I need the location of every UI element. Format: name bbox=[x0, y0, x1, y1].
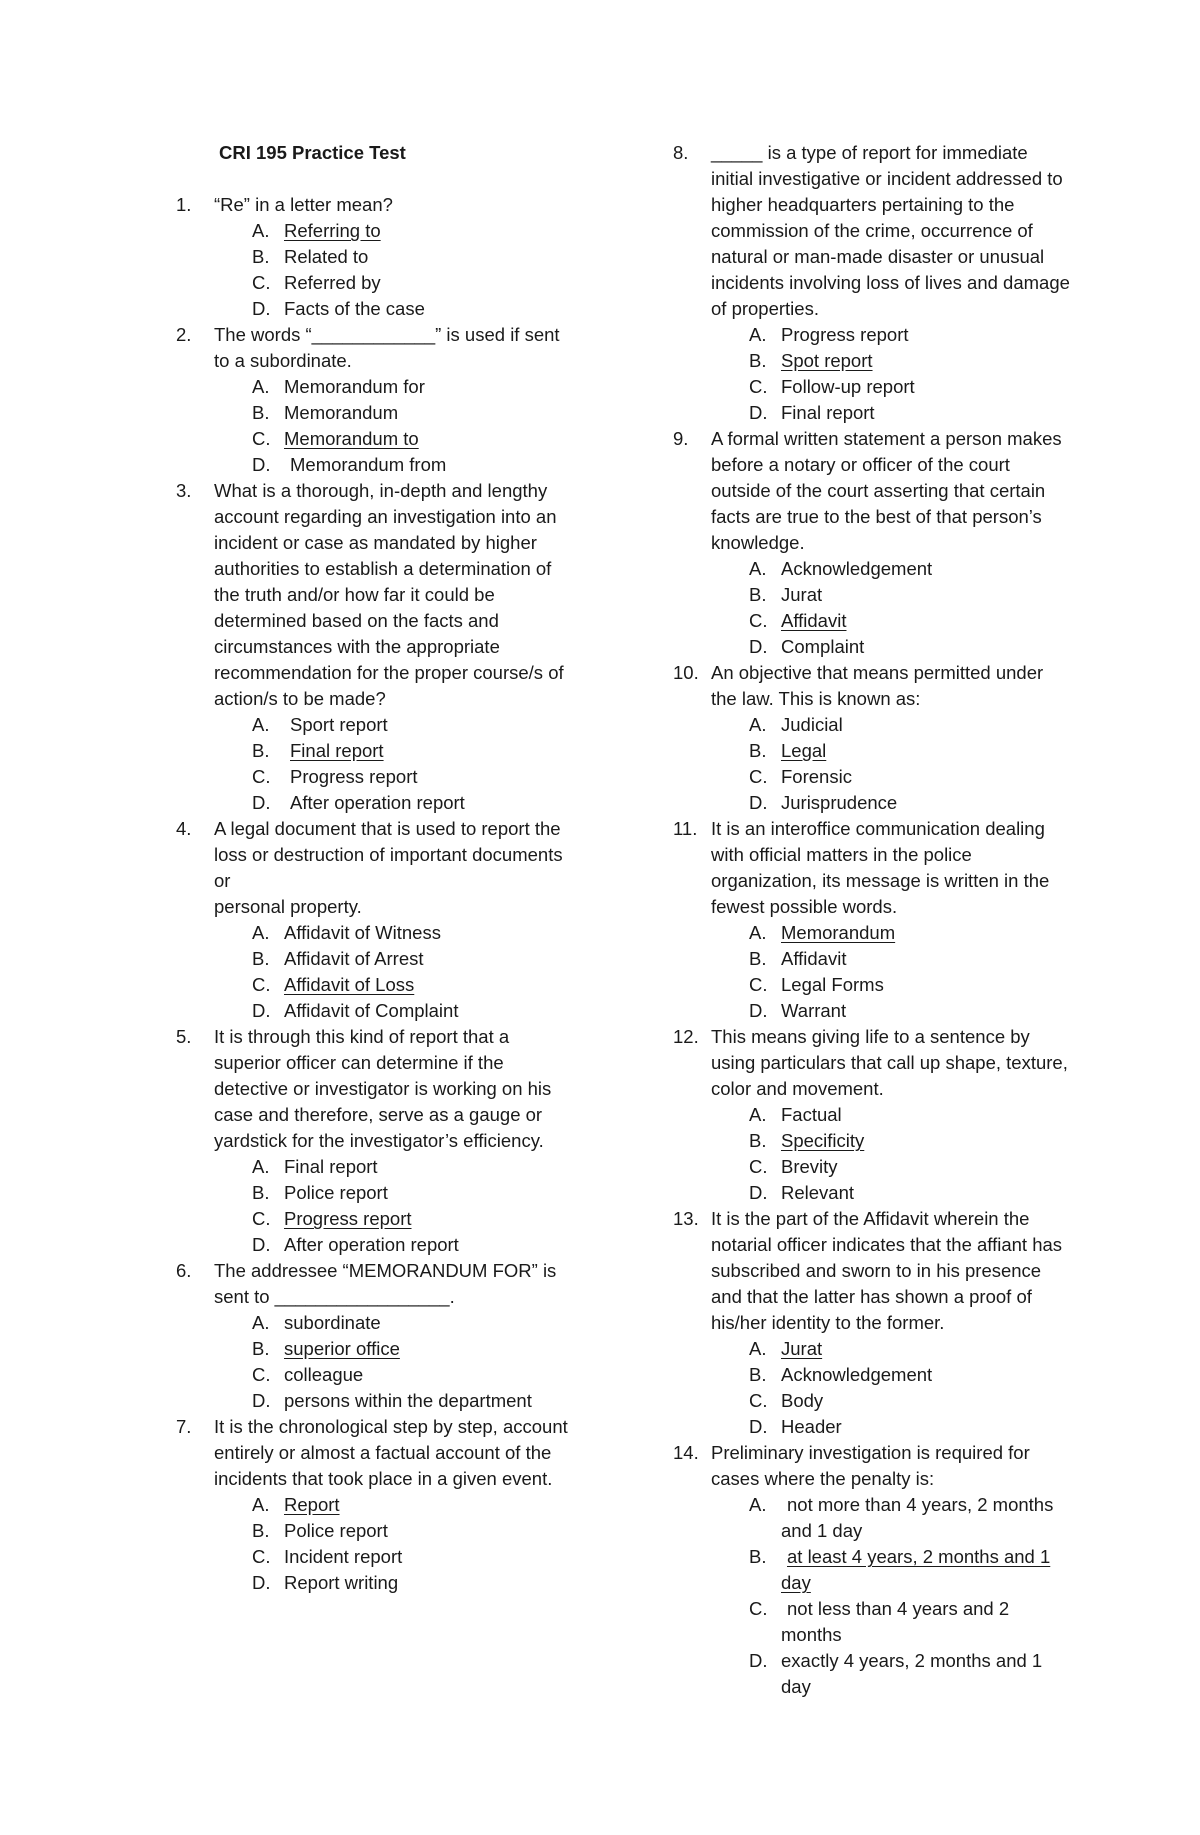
option-letter: A. bbox=[749, 558, 767, 579]
answer-option bbox=[214, 1154, 576, 1180]
option-text: Legal bbox=[781, 740, 827, 761]
page-title: CRI 195 Practice Test bbox=[219, 142, 406, 163]
answer-option bbox=[214, 400, 576, 426]
option-text: Police report bbox=[284, 1520, 388, 1541]
option-text: Affidavit bbox=[781, 610, 847, 631]
question-item bbox=[176, 192, 576, 322]
option-list bbox=[214, 1310, 576, 1414]
question-item bbox=[176, 322, 576, 478]
answer-option-correct bbox=[711, 1544, 1073, 1596]
question-item bbox=[673, 1024, 1073, 1206]
question-item bbox=[176, 478, 576, 816]
option-letter: D. bbox=[749, 402, 768, 423]
option-letter: D. bbox=[252, 454, 271, 475]
option-text: Affidavit bbox=[781, 948, 847, 969]
question-text: What is a thorough, in-depth and lengthy account regarding an investigation into an incident or case as mandated by higher authorities to establish a determination of the truth and/or how far it could be determined based on the facts and circumstances with the appropriate recommendation for the proper course/s of action/s to be made? bbox=[214, 480, 564, 709]
option-letter: A. bbox=[749, 1494, 767, 1515]
question-text: A formal written statement a person makes before a notary or officer of the court outside of the court asserting that certain facts are true to the best of that person’s knowledge. bbox=[711, 428, 1062, 553]
option-text: Legal Forms bbox=[781, 974, 884, 995]
option-text: Sport report bbox=[290, 714, 388, 735]
question-number: 2. bbox=[176, 324, 192, 345]
question-list-right bbox=[673, 140, 1073, 1700]
answer-option bbox=[711, 556, 1073, 582]
option-text: Follow-up report bbox=[781, 376, 915, 397]
answer-option-correct bbox=[711, 920, 1073, 946]
question-number: 6. bbox=[176, 1260, 192, 1281]
option-letter: B. bbox=[749, 584, 767, 605]
option-text: colleague bbox=[284, 1364, 364, 1385]
answer-option bbox=[711, 322, 1073, 348]
option-text: Judicial bbox=[781, 714, 843, 735]
option-letter: B. bbox=[749, 1546, 767, 1567]
option-list bbox=[214, 1154, 576, 1258]
answer-option bbox=[711, 998, 1073, 1024]
option-letter: D. bbox=[252, 298, 271, 319]
question-item bbox=[673, 426, 1073, 660]
question-number: 3. bbox=[176, 480, 192, 501]
answer-option bbox=[711, 1180, 1073, 1206]
answer-option bbox=[214, 1232, 576, 1258]
option-text: Affidavit of Complaint bbox=[284, 1000, 459, 1021]
answer-option bbox=[214, 790, 576, 816]
option-letter: C. bbox=[252, 1546, 271, 1567]
option-text: Memorandum from bbox=[290, 454, 447, 475]
option-letter: B. bbox=[252, 948, 270, 969]
answer-option-correct bbox=[214, 1492, 576, 1518]
option-text: Jurat bbox=[781, 1338, 823, 1359]
option-list bbox=[214, 712, 576, 816]
option-text: Final report bbox=[781, 402, 875, 423]
option-letter: D. bbox=[749, 1000, 768, 1021]
option-letter: A. bbox=[749, 922, 767, 943]
question-text: _____ is a type of report for immediate initial investigative or incident addressed to higher headquarters pertaining to the commission of the crime, occurrence of natural or man-made disaster or unusual incidents involving loss of lives and damage of properties. bbox=[711, 142, 1070, 319]
question-item bbox=[673, 1440, 1073, 1700]
option-letter: C. bbox=[749, 1156, 768, 1177]
question-item bbox=[673, 140, 1073, 426]
question-item bbox=[176, 1024, 576, 1258]
option-text: Spot report bbox=[781, 350, 873, 371]
option-letter: D. bbox=[749, 1182, 768, 1203]
right-column bbox=[673, 140, 1073, 1700]
answer-option-correct bbox=[214, 738, 576, 764]
option-text: subordinate bbox=[284, 1312, 381, 1333]
question-text: It is an interoffice communication dealing with official matters in the police organization, its message is written in the fewest possible words. bbox=[711, 818, 1050, 917]
question-number: 4. bbox=[176, 818, 192, 839]
option-letter: C. bbox=[749, 1598, 768, 1619]
question-text: It is the part of the Affidavit wherein the notarial officer indicates that the affiant has subscribed and sworn to in his presence and that the latter has shown a proof of his/her identity to the former. bbox=[711, 1208, 1063, 1333]
option-text: Warrant bbox=[781, 1000, 847, 1021]
answer-option bbox=[711, 1154, 1073, 1180]
option-letter: B. bbox=[749, 1130, 767, 1151]
answer-option-correct bbox=[711, 348, 1073, 374]
question-item bbox=[176, 816, 576, 1024]
question-text: Preliminary investigation is required for cases where the penalty is: bbox=[711, 1442, 1030, 1489]
answer-option bbox=[214, 712, 576, 738]
option-text: Memorandum bbox=[284, 402, 399, 423]
option-text: Affidavit of Witness bbox=[284, 922, 441, 943]
option-text: Acknowledgement bbox=[781, 558, 933, 579]
answer-option-correct bbox=[711, 608, 1073, 634]
option-text: Police report bbox=[284, 1182, 388, 1203]
option-letter: B. bbox=[252, 740, 270, 761]
answer-option bbox=[214, 244, 576, 270]
option-text: Factual bbox=[781, 1104, 842, 1125]
answer-option bbox=[711, 946, 1073, 972]
question-number: 13. bbox=[673, 1208, 699, 1229]
option-letter: A. bbox=[252, 714, 270, 735]
option-letter: A. bbox=[749, 714, 767, 735]
answer-option bbox=[214, 1180, 576, 1206]
option-letter: A. bbox=[252, 1156, 270, 1177]
option-text: Incident report bbox=[284, 1546, 403, 1567]
option-letter: B. bbox=[252, 1338, 270, 1359]
option-text: After operation report bbox=[290, 792, 465, 813]
option-letter: D. bbox=[749, 1650, 768, 1671]
answer-option bbox=[214, 1310, 576, 1336]
option-list bbox=[711, 920, 1073, 1024]
option-letter: A. bbox=[749, 324, 767, 345]
answer-option bbox=[711, 582, 1073, 608]
option-text: Final report bbox=[284, 1156, 378, 1177]
answer-option bbox=[711, 1102, 1073, 1128]
option-text: Forensic bbox=[781, 766, 852, 787]
option-list bbox=[711, 322, 1073, 426]
question-number: 14. bbox=[673, 1442, 699, 1463]
question-item bbox=[673, 816, 1073, 1024]
question-item bbox=[673, 1206, 1073, 1440]
option-letter: B. bbox=[749, 948, 767, 969]
option-letter: A. bbox=[252, 220, 270, 241]
option-text: persons within the department bbox=[284, 1390, 532, 1411]
option-list bbox=[214, 920, 576, 1024]
option-text: Report bbox=[284, 1494, 340, 1515]
left-column bbox=[176, 140, 576, 1596]
option-text: Memorandum for bbox=[284, 376, 425, 397]
question-text: The addressee “MEMORANDUM FOR” is sent to _________________. bbox=[214, 1260, 557, 1307]
option-text: Progress report bbox=[290, 766, 418, 787]
option-letter: A. bbox=[749, 1338, 767, 1359]
option-text: Complaint bbox=[781, 636, 865, 657]
answer-option bbox=[214, 998, 576, 1024]
option-letter: D. bbox=[749, 636, 768, 657]
option-letter: C. bbox=[749, 1390, 768, 1411]
option-letter: C. bbox=[252, 272, 271, 293]
option-text: Specificity bbox=[781, 1130, 865, 1151]
option-letter: B. bbox=[252, 1520, 270, 1541]
option-letter: C. bbox=[749, 376, 768, 397]
option-letter: B. bbox=[252, 402, 270, 423]
answer-option bbox=[711, 1648, 1073, 1700]
option-letter: C. bbox=[749, 766, 768, 787]
option-text: Related to bbox=[284, 246, 369, 267]
option-letter: A. bbox=[252, 922, 270, 943]
answer-option bbox=[214, 270, 576, 296]
option-text: Memorandum to bbox=[284, 428, 419, 449]
answer-option bbox=[711, 1492, 1073, 1544]
answer-option bbox=[214, 296, 576, 322]
answer-option bbox=[214, 1570, 576, 1596]
question-text: “Re” in a letter mean? bbox=[214, 194, 393, 215]
option-letter: A. bbox=[252, 376, 270, 397]
option-text: Affidavit of Loss bbox=[284, 974, 415, 995]
option-text: Acknowledgement bbox=[781, 1364, 933, 1385]
option-letter: C. bbox=[252, 974, 271, 995]
option-letter: B. bbox=[749, 1364, 767, 1385]
option-text: Jurisprudence bbox=[781, 792, 898, 813]
option-text: Header bbox=[781, 1416, 842, 1437]
option-letter: B. bbox=[252, 246, 270, 267]
option-text: not less than 4 years and 2 months bbox=[781, 1598, 1010, 1645]
option-list bbox=[214, 218, 576, 322]
answer-option bbox=[711, 1362, 1073, 1388]
question-text: The words “____________” is used if sent to a subordinate. bbox=[214, 324, 560, 371]
option-text: After operation report bbox=[284, 1234, 459, 1255]
question-number: 11. bbox=[673, 818, 698, 839]
answer-option bbox=[214, 920, 576, 946]
option-text: superior office bbox=[284, 1338, 400, 1359]
option-letter: D. bbox=[252, 1390, 271, 1411]
answer-option bbox=[711, 374, 1073, 400]
question-number: 1. bbox=[176, 194, 192, 215]
option-list bbox=[711, 712, 1073, 816]
option-text: Jurat bbox=[781, 584, 823, 605]
option-letter: C. bbox=[252, 766, 271, 787]
option-text: Progress report bbox=[781, 324, 909, 345]
question-number: 10. bbox=[673, 662, 699, 683]
option-text: Referring to bbox=[284, 220, 381, 241]
question-text: It is through this kind of report that a superior officer can determine if the detective or investigator is working on his case and therefore, serve as a gauge or yardstick for the investigator’s efficiency. bbox=[214, 1026, 552, 1151]
question-item bbox=[176, 1414, 576, 1596]
answer-option bbox=[214, 1518, 576, 1544]
option-list bbox=[214, 374, 576, 478]
answer-option-correct bbox=[711, 1128, 1073, 1154]
option-letter: D. bbox=[749, 792, 768, 813]
option-text: exactly 4 years, 2 months and 1 day bbox=[781, 1650, 1043, 1697]
answer-option bbox=[711, 634, 1073, 660]
answer-option bbox=[711, 400, 1073, 426]
option-letter: B. bbox=[252, 1182, 270, 1203]
answer-option bbox=[214, 1362, 576, 1388]
option-list bbox=[711, 1336, 1073, 1440]
answer-option bbox=[214, 1544, 576, 1570]
answer-option bbox=[711, 764, 1073, 790]
answer-option bbox=[214, 1388, 576, 1414]
option-text: at least 4 years, 2 months and 1 day bbox=[781, 1546, 1051, 1593]
answer-option bbox=[711, 972, 1073, 998]
option-list bbox=[711, 1102, 1073, 1206]
option-text: Body bbox=[781, 1390, 824, 1411]
question-text: An objective that means permitted under the law. This is known as: bbox=[711, 662, 1044, 709]
option-list bbox=[214, 1492, 576, 1596]
answer-option-correct bbox=[711, 1336, 1073, 1362]
option-letter: A. bbox=[252, 1494, 270, 1515]
option-text: Memorandum bbox=[781, 922, 896, 943]
question-text: This means giving life to a sentence by using particulars that call up shape, texture, color and movement. bbox=[711, 1026, 1068, 1099]
option-text: Final report bbox=[290, 740, 384, 761]
option-letter: C. bbox=[252, 1364, 271, 1385]
option-text: Brevity bbox=[781, 1156, 838, 1177]
answer-option bbox=[711, 1596, 1073, 1648]
option-letter: C. bbox=[252, 1208, 271, 1229]
question-number: 12. bbox=[673, 1026, 699, 1047]
answer-option bbox=[711, 1414, 1073, 1440]
option-text: Relevant bbox=[781, 1182, 855, 1203]
question-item bbox=[176, 1258, 576, 1414]
option-letter: D. bbox=[252, 1234, 271, 1255]
question-item bbox=[673, 660, 1073, 816]
answer-option bbox=[214, 374, 576, 400]
answer-option bbox=[214, 452, 576, 478]
question-number: 9. bbox=[673, 428, 689, 449]
option-letter: A. bbox=[749, 1104, 767, 1125]
option-letter: B. bbox=[749, 740, 767, 761]
option-letter: C. bbox=[749, 610, 768, 631]
option-letter: D. bbox=[252, 792, 271, 813]
question-list-left bbox=[176, 192, 576, 1596]
option-text: Progress report bbox=[284, 1208, 412, 1229]
answer-option bbox=[711, 1388, 1073, 1414]
answer-option-correct bbox=[214, 218, 576, 244]
answer-option bbox=[214, 764, 576, 790]
answer-option bbox=[711, 712, 1073, 738]
option-list bbox=[711, 1492, 1073, 1700]
option-letter: D. bbox=[749, 1416, 768, 1437]
option-text: not more than 4 years, 2 months and 1 day bbox=[781, 1494, 1054, 1541]
question-number: 8. bbox=[673, 142, 689, 163]
option-list bbox=[711, 556, 1073, 660]
answer-option bbox=[711, 790, 1073, 816]
question-number: 5. bbox=[176, 1026, 192, 1047]
option-letter: C. bbox=[749, 974, 768, 995]
answer-option-correct bbox=[214, 1206, 576, 1232]
option-text: Facts of the case bbox=[284, 298, 425, 319]
option-text: Report writing bbox=[284, 1572, 399, 1593]
question-number: 7. bbox=[176, 1416, 192, 1437]
option-letter: C. bbox=[252, 428, 271, 449]
answer-option bbox=[214, 946, 576, 972]
option-text: Referred by bbox=[284, 272, 381, 293]
option-letter: D. bbox=[252, 1000, 271, 1021]
answer-option-correct bbox=[214, 1336, 576, 1362]
answer-option-correct bbox=[711, 738, 1073, 764]
option-letter: D. bbox=[252, 1572, 271, 1593]
answer-option-correct bbox=[214, 426, 576, 452]
option-letter: B. bbox=[749, 350, 767, 371]
answer-option-correct bbox=[214, 972, 576, 998]
question-text: A legal document that is used to report the loss or destruction of important documents or personal property. bbox=[214, 818, 563, 917]
question-text: It is the chronological step by step, account entirely or almost a factual account of the incidents that took place in a given event. bbox=[214, 1416, 568, 1489]
option-text: Affidavit of Arrest bbox=[284, 948, 424, 969]
option-letter: A. bbox=[252, 1312, 270, 1333]
